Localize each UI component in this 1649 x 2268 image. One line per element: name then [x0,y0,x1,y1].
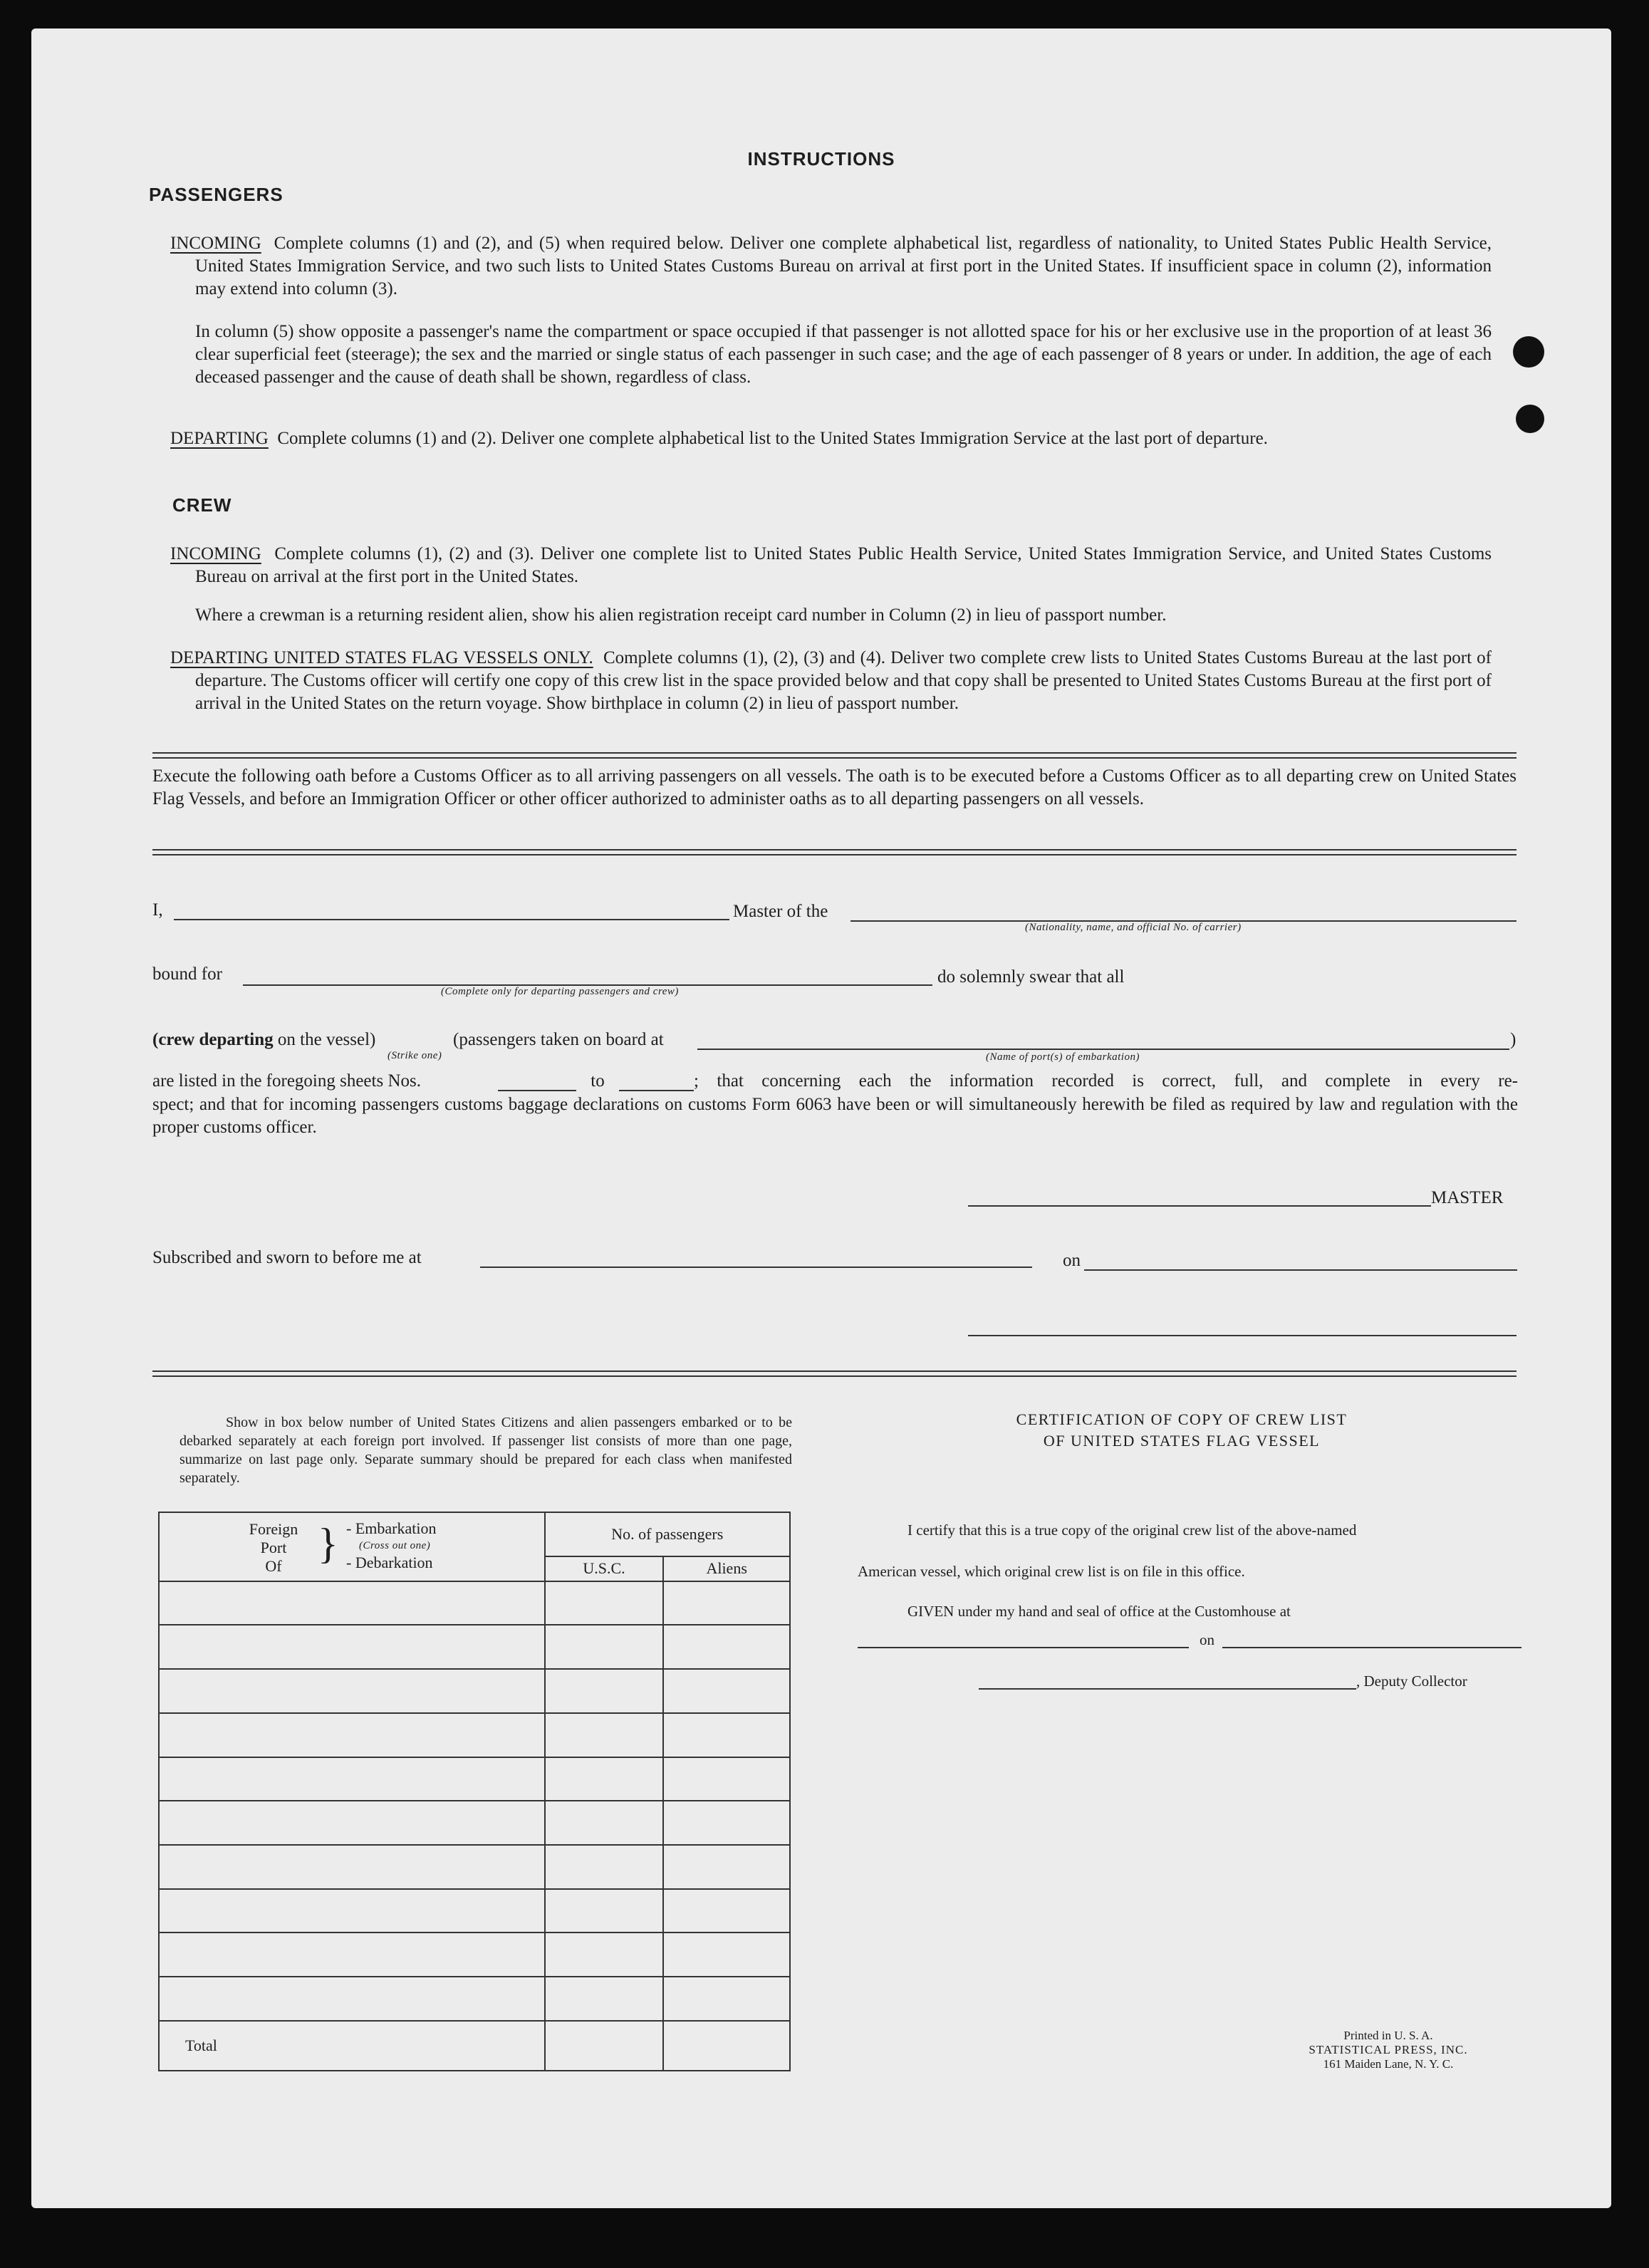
foreign-label: Foreign [249,1520,298,1538]
given-line: GIVEN under my hand and seal of office at the Customhouse at [907,1603,1291,1620]
crew-heading: CREW [172,494,232,516]
customhouse-field[interactable] [858,1647,1189,1648]
cert-date-field[interactable] [1222,1647,1521,1648]
port-cell[interactable] [159,1889,545,1933]
usc-cell[interactable] [545,1757,664,1801]
crew-incoming-paragraph [170,543,1492,588]
total-usc-cell[interactable] [545,2021,664,2071]
table-row [159,1713,790,1757]
table-row [159,1757,790,1801]
usc-header: U.S.C. [545,1556,664,1581]
port-cell[interactable] [159,1713,545,1757]
aliens-cell[interactable] [663,1801,790,1845]
port-cell[interactable] [159,1845,545,1889]
usc-cell[interactable] [545,1889,664,1933]
total-row [159,2021,790,2071]
aliens-header: Aliens [663,1556,790,1581]
usc-cell[interactable] [545,1977,664,2021]
total-aliens-cell[interactable] [663,2021,790,2071]
sheet-from-field[interactable] [498,1090,576,1091]
flag-vessels-label: DEPARTING UNITED STATES FLAG VESSELS ONLY. [170,648,593,667]
port-label: Port [260,1539,287,1556]
flag-vessels-paragraph [170,647,1492,715]
master-of-label: Master of the [733,902,828,921]
aliens-cell[interactable] [663,1757,790,1801]
crew-departing-option[interactable] [152,1030,375,1050]
close-paren: ) [1510,1030,1517,1049]
table-row [159,1933,790,1977]
sheet-to-field[interactable] [619,1090,694,1091]
swear-label: do solemnly swear that all [937,967,1125,987]
passengers-incoming-label: INCOMING [170,234,261,253]
page-title: INSTRUCTIONS [747,148,895,170]
usc-cell[interactable] [545,1801,664,1845]
no-of-passengers-header: No. of passengers [545,1512,790,1556]
listed-text-b: ; that concerning each the information recorded is correct, full, and complete in every re- [694,1071,1518,1091]
usc-cell[interactable] [545,1669,664,1713]
aliens-cell[interactable] [663,1889,790,1933]
usc-cell[interactable] [545,1845,664,1889]
bound-for-label: bound for [152,964,222,984]
certification-title [872,1409,1492,1452]
passengers-incoming-paragraph [170,232,1492,301]
of-label: Of [265,1557,282,1575]
i-label: I, [152,900,163,920]
printer-imprint [1271,2029,1506,2071]
table-row [159,1801,790,1845]
debarkation-label[interactable]: - Debarkation [346,1554,433,1571]
table-row [159,1669,790,1713]
certify-line1: I certify that this is a true copy of the original crew list of the above-named [907,1521,1357,1539]
port-cell[interactable] [159,1801,545,1845]
box-instruction: Show in box below number of United States Citizens and alien passengers embarked or to be debarked separately at each foreign port involved. If passenger list consists of more than one page, summarize on last page only. Separate summary should be prepared for each class when manifested separately. [180,1415,792,1486]
passengers-departing-paragraph [170,427,1492,450]
listed-text-a: are listed in the foregoing sheets Nos. [152,1071,421,1091]
form-page [31,28,1611,2208]
complete-only-hint: (Complete only for departing passengers and crew) [441,986,679,997]
listed-text-c: spect; and that for incoming passengers customs baggage declarations on customs Form 6063 have been or will simultaneously herewith be filed as required by law and regulation with the proper customs officer. [152,1095,1518,1137]
certify-line2: American vessel, which original crew list is on file in this office. [858,1563,1245,1580]
port-cell[interactable] [159,1933,545,1977]
aliens-cell[interactable] [663,1977,790,2021]
embarkation-port-field[interactable] [697,1049,1509,1050]
table-row [159,1625,790,1669]
passengers-departing-text: Complete columns (1) and (2). Deliver one complete alphabetical list to the United States Immigration Service at the last port of departure. [277,429,1268,448]
brace-icon: } [318,1520,338,1567]
port-cell[interactable] [159,1669,545,1713]
printer-line3: 161 Maiden Lane, N. Y. C. [1323,2057,1454,2071]
aliens-cell[interactable] [663,1581,790,1625]
punch-hole [1516,405,1544,433]
port-cell[interactable] [159,1757,545,1801]
certification-title-line1: CERTIFICATION OF COPY OF CREW LIST [1016,1410,1348,1428]
crew-incoming-label: INCOMING [170,544,261,563]
officer-signature-field[interactable] [968,1335,1517,1336]
certification-title-line2: OF UNITED STATES FLAG VESSEL [1043,1432,1321,1450]
deputy-signature-field[interactable] [979,1688,1356,1690]
passengers-taken-option[interactable]: (passengers taken on board at [453,1030,664,1049]
on-label: on [1063,1251,1081,1270]
port-cell[interactable] [159,1977,545,2021]
column5-paragraph: In column (5) show opposite a passenger's name the compartment or space occupied if that passenger is not allotted space for his or her exclusive use in the proportion of at least 36 clear superficial feet (steerage); the sex and the married or single status of each passenger in such case; and the age of each passenger of 8 years or under. In addition, the age of each deceased passenger and the cause of death shall be shown, regardless of class. [195,322,1492,387]
passengers-departing-label: DEPARTING [170,429,269,448]
aliens-cell[interactable] [663,1713,790,1757]
embarkation-label[interactable]: - Embarkation [346,1519,437,1537]
aliens-cell[interactable] [663,1845,790,1889]
punch-hole [1513,336,1544,368]
table-row [159,1845,790,1889]
listed-to: to [591,1071,605,1091]
passengers-heading: PASSENGERS [149,184,283,205]
table-row [159,1977,790,2021]
printer-line1: Printed in U. S. A. [1343,2029,1433,2042]
table-row [159,1889,790,1933]
port-cell[interactable] [159,1581,545,1625]
sworn-date-field[interactable] [1084,1269,1517,1271]
cert-on-label: on [1200,1631,1214,1648]
flag-vessels-text: Complete columns (1), (2), (3) and (4). Deliver two complete crew lists to United States Customs Bureau at the last port of departure. The Customs officer will certify one copy of this crew list in the space provided below and that copy shall be presented to United States Customs Bureau at the first port of arrival in the United States on the return voyage. Show birthplace in column (2) in lieu of passport number. [195,648,1492,713]
aliens-cell[interactable] [663,1669,790,1713]
oath-instruction: Execute the following oath before a Customs Officer as to all arriving passengers on all vessels. The oath is to be executed before a Customs Officer as to all departing crew on United States Flag Vessels, and before an Immigration Officer or other officer authorized to administer oaths as to all departing passengers on all vessels. [152,766,1517,808]
usc-cell[interactable] [545,1933,664,1977]
port-header-cell [159,1512,545,1581]
table-row [159,1581,790,1625]
port-hint: (Name of port(s) of embarkation) [986,1051,1140,1063]
usc-cell[interactable] [545,1625,664,1669]
aliens-cell[interactable] [663,1625,790,1669]
usc-cell[interactable] [545,1713,664,1757]
printer-line2: STATISTICAL PRESS, INC. [1309,2043,1468,2056]
crew-departing-label: (crew departing [152,1030,274,1049]
divider [152,752,1517,759]
master-label: MASTER [1431,1188,1504,1207]
divider [152,849,1517,855]
master-name-field[interactable] [174,919,729,920]
cross-out-hint: (Cross out one) [359,1540,431,1551]
subscribed-label: Subscribed and sworn to before me at [152,1248,422,1267]
crew-incoming-text: Complete columns (1), (2) and (3). Deliver one complete list to United States Public Health Service, United States Immigration Service, and United States Customs Bureau on arrival at the first port in the United States. [195,544,1492,586]
port-cell[interactable] [159,1625,545,1669]
returning-resident-paragraph: Where a crewman is a returning resident alien, show his alien registration receipt card number in Column (2) in lieu of passport number. [195,605,1167,625]
deputy-collector-label: , Deputy Collector [1356,1673,1467,1690]
passengers-incoming-text: Complete columns (1) and (2), and (5) when required below. Deliver one complete alphabetical list, regardless of nationality, to United States Public Health Service, United States Immigration Service, and two such lists to United States Customs Bureau on arrival at first port in the United States. If insufficient space in column (2), information may extend into column (3). [195,234,1492,298]
total-label: Total [159,2021,545,2071]
sworn-place-field[interactable] [480,1266,1032,1268]
divider [152,1370,1517,1377]
aliens-cell[interactable] [663,1933,790,1977]
strike-one-hint: (Strike one) [387,1050,442,1061]
usc-cell[interactable] [545,1581,664,1625]
on-vessel-label: on the vessel) [277,1030,376,1049]
nationality-hint: (Nationality, name, and official No. of carrier) [1025,922,1242,933]
master-signature-field[interactable] [968,1205,1431,1207]
passenger-summary-table [158,1512,791,2071]
